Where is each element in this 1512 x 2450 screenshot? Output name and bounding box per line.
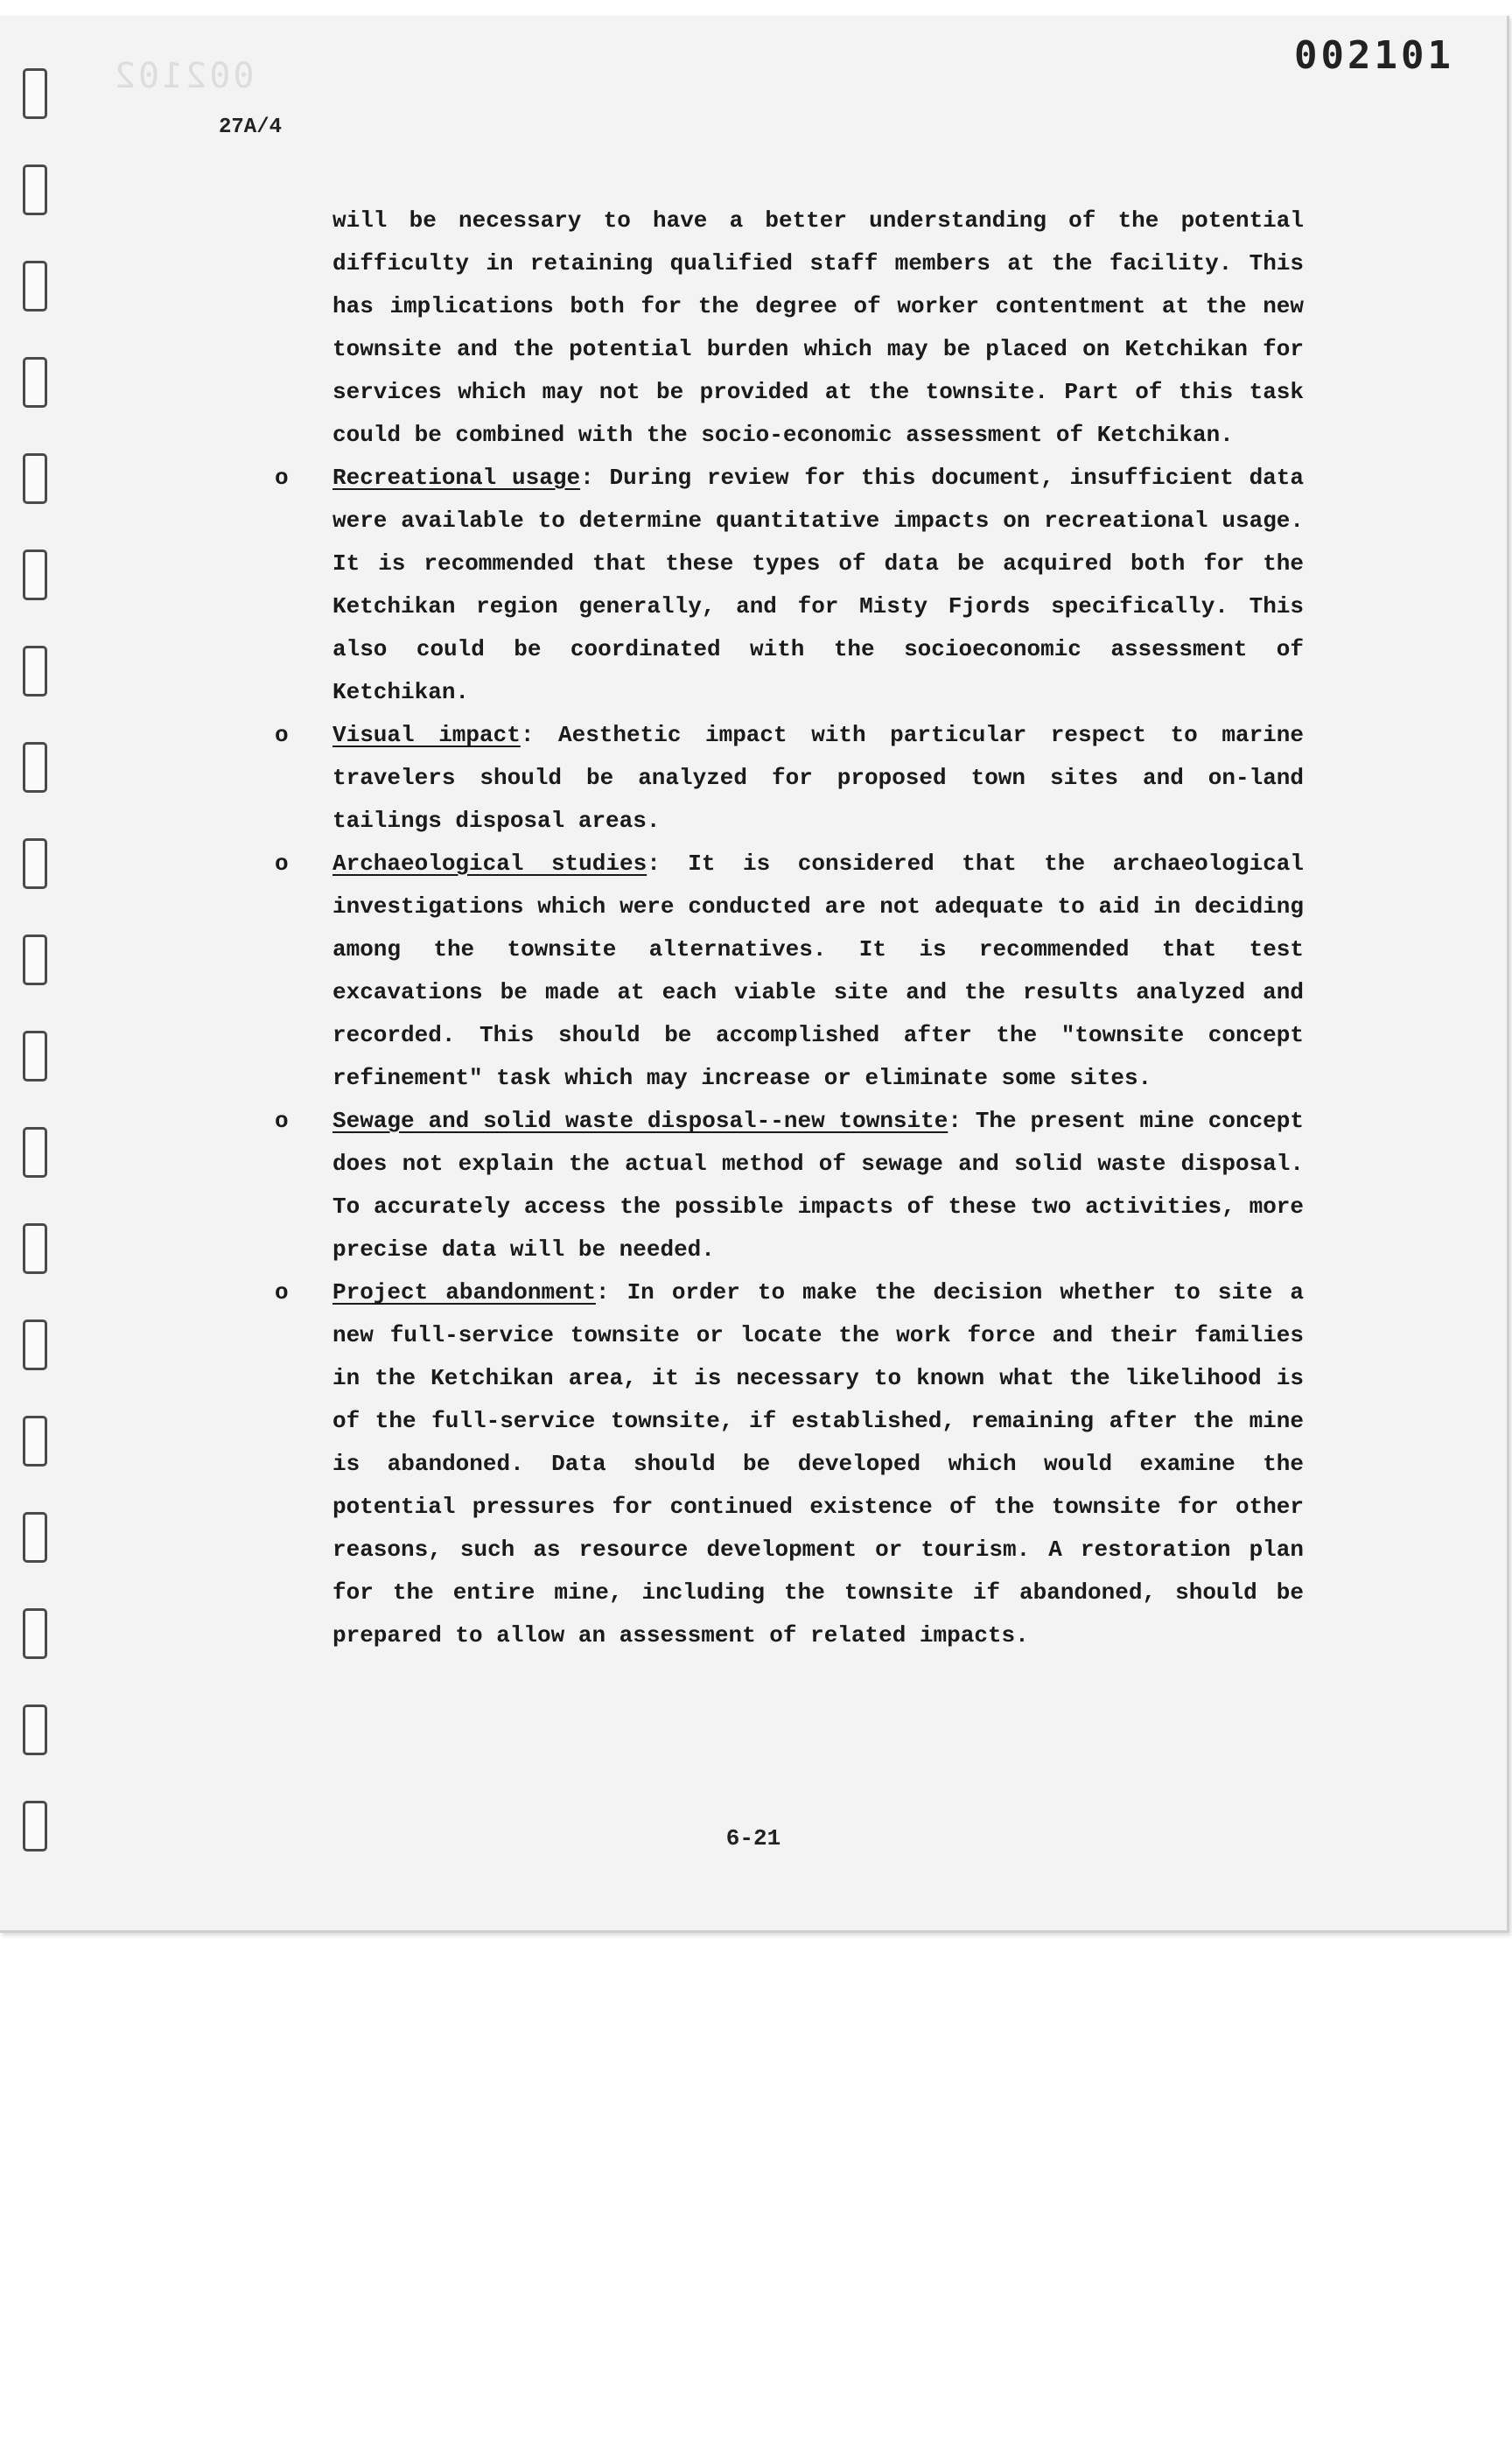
punch-hole	[23, 1704, 47, 1755]
item-title: Visual impact	[332, 722, 521, 748]
punch-hole	[23, 164, 47, 215]
bullet-marker: o	[275, 722, 289, 748]
punch-hole	[23, 1512, 47, 1563]
item-text: : It is considered that the archaeological investigations which were conducted are not adequate to aid in deciding among the townsite alternatives. It is recommended that test excavations be made at each viable site and the results analyzed and recorded. This should be accomplished after the "townsite concept refinement" task which may increase or eliminate some sites.	[332, 850, 1304, 1091]
punch-hole	[23, 1223, 47, 1274]
punch-hole	[23, 838, 47, 889]
continuation-paragraph: will be necessary to have a better understanding of the potential difficulty in retaining qualified staff members at the facility. This has implications both for the degree of worker contentment at the new townsite and the potential burden which may be placed on Ketchikan for services which may not be provided at the townsite. Part of this task could be combined with the socio-economic assessment of Ketchikan.	[332, 207, 1304, 448]
punch-hole	[23, 68, 47, 119]
punch-hole	[23, 1031, 47, 1082]
bullet-marker: o	[275, 850, 289, 877]
item-text: : Aesthetic impact with particular respect to marine travelers should be analyzed for proposed town sites and on-land tailings disposal areas.	[332, 722, 1304, 834]
punch-hole	[23, 1127, 47, 1178]
bullet-marker: o	[275, 1108, 289, 1134]
punch-hole	[23, 646, 47, 696]
item-title: Project abandonment	[332, 1279, 596, 1306]
punch-hole	[23, 550, 47, 600]
list-item	[275, 1271, 1304, 1657]
page-number: 6-21	[725, 1825, 781, 1852]
item-text: : The present mine concept does not explain the actual method of sewage and solid waste disposal. To accurately access the possible impacts of these two activities, more precise data will be needed.	[332, 1108, 1304, 1263]
bullet-marker: o	[275, 465, 289, 491]
item-title: Recreational usage	[332, 465, 581, 491]
document-page	[0, 16, 1509, 1933]
punch-hole	[23, 934, 47, 985]
punch-hole	[23, 1416, 47, 1466]
list-item	[275, 1100, 1304, 1271]
punch-hole	[23, 1320, 47, 1370]
binder-holes	[23, 68, 49, 1897]
item-title: Archaeological studies	[332, 850, 648, 877]
bullet-marker: o	[275, 1279, 289, 1306]
punch-hole	[23, 261, 47, 312]
list-item	[275, 457, 1304, 714]
item-title: Sewage and solid waste disposal--new townsite	[332, 1108, 948, 1134]
list-item	[275, 843, 1304, 1100]
item-text: : In order to make the decision whether to site a new full-service townsite or locate the work force and their families in the Ketchikan area, it is necessary to known what the likelihood is of the full-service townsite, if established, remaining after the mine is abandoned. Data should be developed which would examine the potential pressures for continued existence of the townsite for other reasons, such as resource development or tourism. A restoration plan for the entire mine, including the townsite if abandoned, should be prepared to allow an assessment of related impacts.	[332, 1279, 1304, 1648]
bleed-through-number: 002102	[112, 56, 255, 96]
reference-code: 27A/4	[219, 116, 283, 139]
punch-hole	[23, 1608, 47, 1659]
punch-hole	[23, 742, 47, 793]
punch-hole	[23, 453, 47, 504]
document-number: 002101	[1294, 33, 1454, 78]
punch-hole	[23, 357, 47, 408]
page-body	[275, 200, 1304, 1657]
list-item	[275, 714, 1304, 843]
item-text: : During review for this document, insufficient data were available to determine quantitative impacts on recreational usage. It is recommended that these types of data be acquired both for the Ketchikan region generally, and for Misty Fjords specifically. This also could be coordinated with the socioeconomic assessment of Ketchikan.	[332, 465, 1304, 705]
